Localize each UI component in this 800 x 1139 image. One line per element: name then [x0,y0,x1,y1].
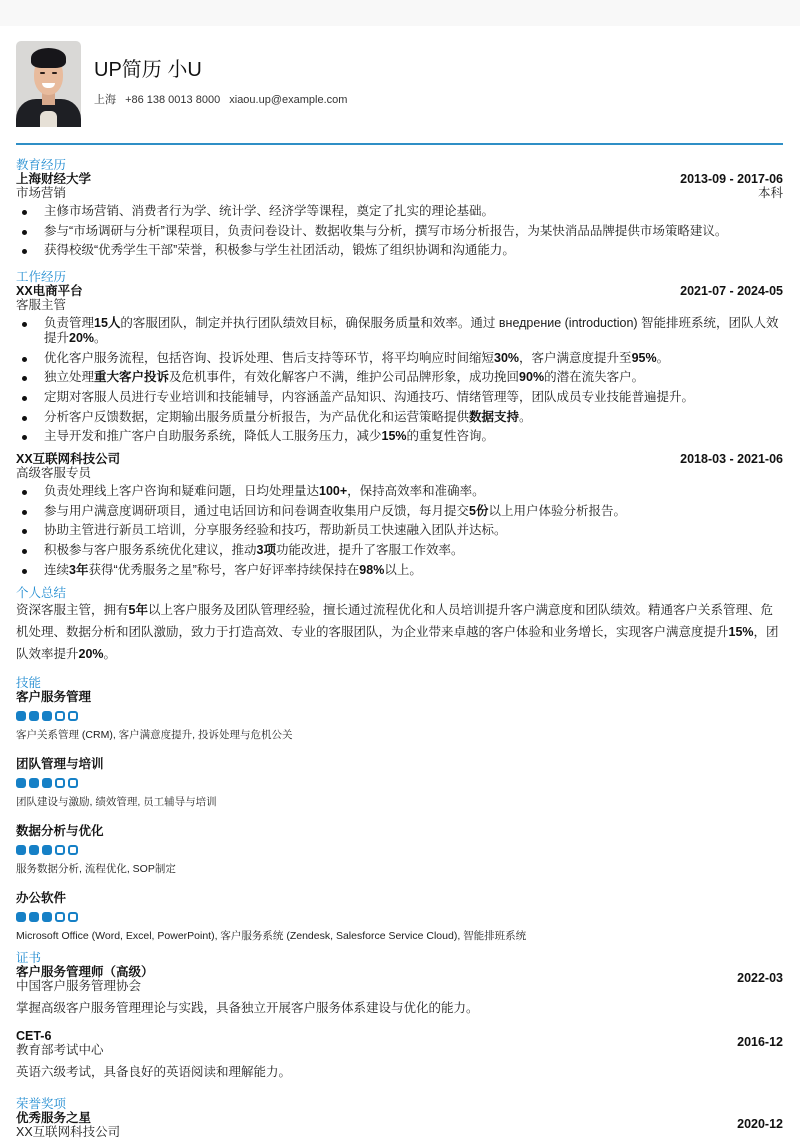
list-item: 负责处理线上客户咨询和疑难问题，日均处理量达100+，保持高效率和准确率。 [16,484,783,499]
job-role: 客服主管 [16,298,67,313]
list-item: 主修市场营销、消费者行为学、统计学、经济学等课程，奠定了扎实的理论基础。 [16,204,783,219]
list-item: 积极参与客户服务系统优化建议，推动3项功能改进，提升了客服工作效率。 [16,543,783,558]
filled-dot-icon [42,711,52,721]
empty-dot-icon [55,845,65,855]
filled-dot-icon [42,912,52,922]
skill-name: 团队管理与培训 [16,756,104,771]
skill-name: 数据分析与优化 [16,823,104,838]
filled-dot-icon [29,778,39,788]
section-title: 工作经历 [16,270,67,285]
candidate-name: UP简历 小U [94,58,202,81]
list-item: 获得校级“优秀学生干部”荣誉，积极参与学生社团活动，锻炼了组织协调和沟通能力。 [16,243,783,258]
section-title: 个人总结 [16,585,67,600]
contact-info [94,91,353,107]
empty-dot-icon [55,711,65,721]
filled-dot-icon [16,778,26,788]
list-item: 优化客户服务流程，包括咨询、投诉处理、售后支持等环节，将平均响应时间缩短30%，客户满意度提升至95%。 [16,351,783,366]
skill-keywords: Microsoft Office (Word, Excel, PowerPoint), 客户服务系统 (Zendesk, Salesforce Service Cloud), 智能排班系统 [16,929,527,942]
school-name: 上海财经大学 [16,172,92,186]
certificate-date: 2016-12 [737,1034,783,1049]
empty-dot-icon [68,845,78,855]
empty-dot-icon [55,778,65,788]
degree: 本科 [757,186,783,200]
resume-page [16,41,783,1139]
contact-location: 上海 [94,93,116,106]
list-item: 定期对客服人员进行专业培训和技能辅导，内容涵盖产品知识、沟通技巧、情绪管理等，团队成员专业技能普遍提升。 [16,390,783,405]
certificate-name: CET-6 [16,1028,52,1043]
skill-keywords: 服务数据分析, 流程优化, SOP制定 [16,862,176,875]
filled-dot-icon [29,912,39,922]
skill-level-indicator [16,711,783,721]
company-name: XX电商平台 [16,284,83,299]
filled-dot-icon [16,845,26,855]
section-summary [16,586,783,665]
certificate-desc: 英语六级考试，具备良好的英语阅读和理解能力。 [16,1064,292,1079]
work-bullets [16,316,783,444]
section-title: 证书 [16,950,42,965]
date-range: 2018-03 - 2021-06 [680,452,783,467]
filled-dot-icon [29,845,39,855]
skill-keywords: 团队建设与激励, 绩效管理, 员工辅导与培训 [16,795,217,808]
section-title: 技能 [16,675,42,690]
section-title: 荣誉奖项 [16,1096,67,1111]
top-bar [0,0,800,26]
skill-name: 客户服务管理 [16,689,92,704]
skill-level-indicator [16,778,783,788]
list-item: 参与“市场调研与分析”课程项目，负责问卷设计、数据收集与分析，撰写市场分析报告，为某快消品品牌提供市场策略建议。 [16,224,783,239]
company-name: XX互联网科技公司 [16,452,121,467]
filled-dot-icon [16,711,26,721]
filled-dot-icon [42,778,52,788]
skill-keywords: 客户关系管理 (CRM), 客户满意度提升, 投诉处理与危机公关 [16,728,293,741]
filled-dot-icon [29,711,39,721]
section-awards [16,1097,783,1139]
job-role: 高级客服专员 [16,466,92,481]
resume-header [16,41,783,127]
award-issuer: XX互联网科技公司 [16,1124,121,1139]
skill-item [16,891,783,954]
award-name: 优秀服务之星 [16,1110,92,1125]
profile-photo [16,41,81,127]
section-education [16,158,783,258]
list-item: 协助主管进行新员工培训，分享服务经验和技巧，帮助新员工快速融入团队并达标。 [16,523,783,538]
skill-item [16,690,783,753]
list-item: 负责管理15人的客服团队，制定并执行团队绩效目标，确保服务质量和效率。通过 внедрение (introduction) 智能排班系统，团队人效提升20%。 [16,316,783,346]
list-item: 独立处理重大客户投诉及危机事件，有效化解客户不满，维护公司品牌形象，成功挽回90%的潜在流失客户。 [16,370,783,385]
award-date: 2020-12 [737,1116,783,1131]
summary-text: 资深客服主管，拥有5年以上客户服务及团队管理经验，擅长通过流程优化和人员培训提升客户满意度和团队绩效。精通客户关系管理、危机处理、数据分析和团队激励，致力于打造高效、专业的客服团队，为企业带来卓越的客户体验和业务增长，实现客户满意度提升15%，团队效率提升20%。 [16,602,779,661]
work-bullets [16,484,783,577]
skill-level-indicator [16,912,783,922]
skill-level-indicator [16,845,783,855]
contact-email[interactable]: xiaou.up@example.com [229,93,348,106]
date-range: 2021-07 - 2024-05 [680,284,783,299]
section-skills [16,676,783,954]
empty-dot-icon [68,711,78,721]
skill-item [16,824,783,887]
section-title: 教育经历 [16,158,67,172]
list-item: 连续3年获得“优秀服务之星”称号，客户好评率持续保持在98%以上。 [16,563,783,578]
skill-item [16,757,783,820]
list-item: 主导开发和推广客户自助服务系统，降低人工服务压力，减少15%的重复性咨询。 [16,429,783,444]
certificate-name: 客户服务管理师（高级） [16,964,154,979]
list-item: 分析客户反馈数据，定期输出服务质量分析报告，为产品优化和运营策略提供数据支持。 [16,410,783,425]
filled-dot-icon [42,845,52,855]
skill-name: 办公软件 [16,890,67,905]
certificate-date: 2022-03 [737,970,783,985]
empty-dot-icon [68,912,78,922]
certificate-desc: 掌握高级客户服务管理理论与实践，具备独立开展客户服务体系建设与优化的能力。 [16,1000,479,1015]
date-range: 2013-09 - 2017-06 [680,172,783,186]
certificate-issuer: 中国客户服务管理协会 [16,978,142,993]
list-item: 参与用户满意度调研项目，通过电话回访和问卷调查收集用户反馈，每月提交5份以上用户体验分析报告。 [16,504,783,519]
filled-dot-icon [16,912,26,922]
contact-phone: +86 138 0013 8000 [125,93,221,106]
major: 市场营销 [16,186,67,200]
empty-dot-icon [55,912,65,922]
skills-list [16,690,783,954]
certificate-issuer: 教育部考试中心 [16,1042,104,1057]
empty-dot-icon [68,778,78,788]
header-divider [16,143,783,145]
section-certificates [16,951,783,1080]
section-work [16,270,783,577]
